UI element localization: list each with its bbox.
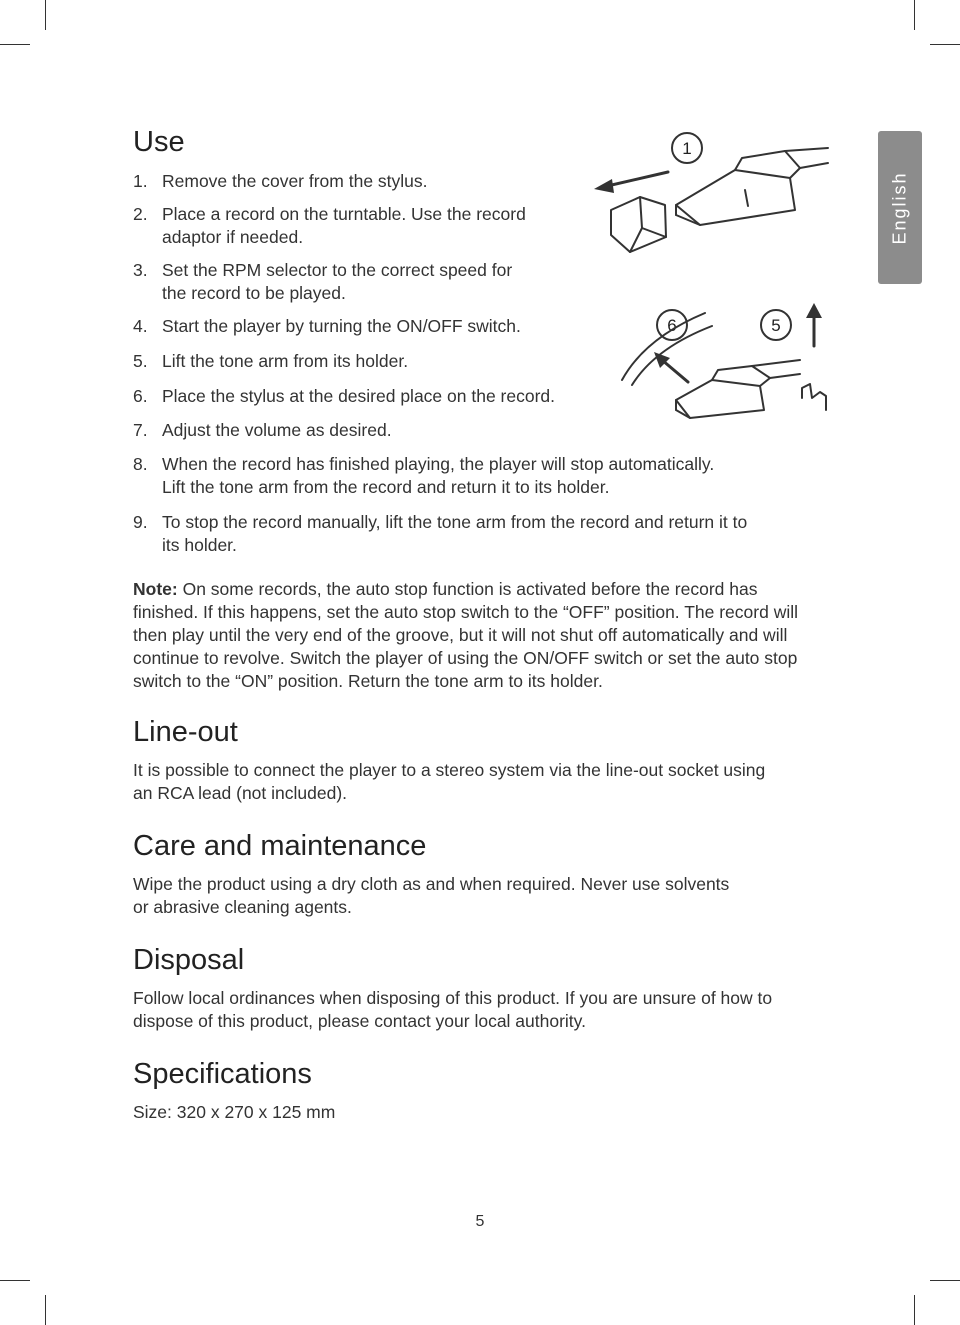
line-out-heading: Line-out	[133, 716, 238, 748]
step-text: To stop the record manually, lift the tone arm from the record and return it to its holder.	[162, 512, 748, 555]
callout-5-label: 5	[771, 316, 781, 335]
step-number: 3.	[133, 260, 148, 280]
record-groove-outer	[622, 313, 705, 380]
place-arrow	[662, 360, 688, 382]
step-text: When the record has finished playing, the player will stop automatically. Lift the tone arm from the record and return it to its holder.	[162, 454, 715, 497]
specifications-heading: Specifications	[133, 1058, 312, 1090]
callout-1-label: 1	[682, 139, 692, 158]
cartridge-lower	[676, 380, 764, 418]
crop-mark-bottom-left-horizontal	[0, 1280, 30, 1281]
step-number: 6.	[133, 386, 148, 406]
cover-remove-arrowhead	[594, 179, 614, 193]
step-number: 9.	[133, 512, 148, 532]
step-number: 1.	[133, 171, 148, 191]
step-number: 5.	[133, 351, 148, 371]
care-heading: Care and maintenance	[133, 830, 427, 862]
step-text: Place a record on the turntable. Use the record adaptor if needed.	[162, 204, 526, 247]
language-tab	[878, 131, 922, 284]
disposal-heading: Disposal	[133, 944, 245, 976]
crop-mark-top-left-vertical	[45, 0, 46, 30]
crop-mark-top-left-horizontal	[0, 44, 30, 45]
step-number: 2.	[133, 204, 148, 224]
step-text: Place the stylus at the desired place on the record.	[162, 386, 556, 406]
step-text: Remove the cover from the stylus.	[162, 171, 428, 191]
step-text: Start the player by turning the ON/OFF switch.	[162, 316, 521, 336]
line-out-paragraph: It is possible to connect the player to a stereo system via the line-out socket using an RCA lead (not included).	[133, 760, 766, 803]
step-text: Set the RPM selector to the correct speed for the record to be played.	[162, 260, 513, 303]
crop-mark-bottom-right-horizontal	[930, 1280, 960, 1281]
step-number: 8.	[133, 454, 148, 474]
note-paragraph: Note: On some records, the auto stop function is activated before the record has finished. If this happens, set the auto stop switch to the “OFF” position. The record will then play until the very end of the groove, but it will not shut off automatically and will continue to revolve. Switch the player of using the ON/OFF switch or set the auto stop switch to the “ON” position. Return the tone arm to its holder.	[133, 579, 798, 691]
step-text: Adjust the volume as desired.	[162, 420, 392, 440]
language-tab-label: English	[889, 170, 910, 245]
crop-mark-bottom-left-vertical	[45, 1295, 46, 1325]
cartridge-top	[676, 170, 795, 225]
specifications-paragraph: Size: 320 x 270 x 125 mm	[133, 1102, 336, 1122]
care-paragraph: Wipe the product using a dry cloth as and when required. Never use solvents or abrasive cleaning agents.	[133, 874, 730, 917]
lift-arrowhead	[806, 303, 822, 318]
crop-mark-top-right-vertical	[914, 0, 915, 30]
step-text: Lift the tone arm from its holder.	[162, 351, 409, 371]
page-number: 5	[475, 1213, 485, 1230]
step-number: 4.	[133, 316, 148, 336]
stylus-illustration	[585, 125, 835, 420]
note-label: Note:	[133, 579, 178, 599]
use-heading: Use	[133, 126, 185, 158]
tone-arm-rest	[802, 384, 826, 410]
disposal-paragraph: Follow local ordinances when disposing of this product. If you are unsure of how to dispose of this product, please contact your local authority.	[133, 988, 773, 1031]
crop-mark-top-right-horizontal	[930, 44, 960, 45]
step-number: 7.	[133, 420, 148, 440]
stylus-cover	[611, 197, 666, 252]
crop-mark-bottom-right-vertical	[914, 1295, 915, 1325]
callout-6-label: 6	[667, 316, 677, 335]
